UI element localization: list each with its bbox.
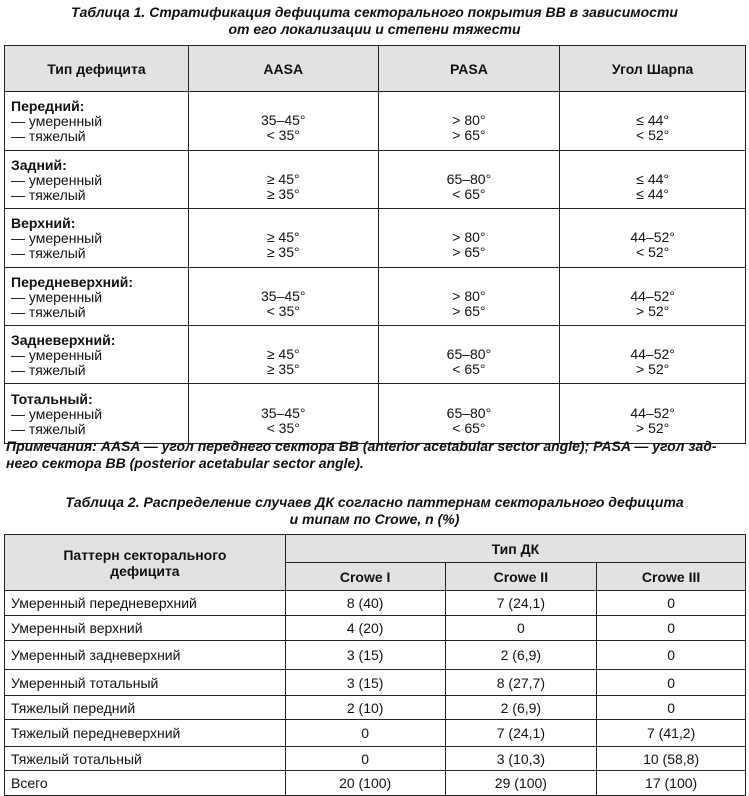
crowe-2-cell: 2 (6,9): [445, 696, 597, 720]
header-deficit-type: Тип дефицита: [5, 46, 189, 92]
crowe-1-cell: 2 (10): [285, 696, 445, 720]
aasa-severe: < 35°: [266, 302, 300, 319]
table2-row: [5, 616, 746, 641]
severity-moderate: — умеренный: [11, 230, 103, 246]
deficit-type-name: Передневерхний:: [11, 273, 134, 290]
pattern-label-cell: Тяжелый передний: [5, 696, 286, 720]
severity-moderate: — умеренный: [11, 405, 103, 422]
crowe-2-cell: 0: [445, 616, 597, 641]
table2-header-row-1: [5, 535, 746, 563]
crowe-3-cell: 0: [597, 670, 746, 696]
table1-header-row: [5, 46, 746, 92]
severity-severe: — тяжелый: [11, 128, 86, 144]
sharp-severe: < 52°: [636, 244, 670, 260]
aasa-value-cell: [188, 151, 378, 209]
table2-caption: [0, 494, 749, 528]
severity-severe: — тяжелый: [11, 420, 86, 437]
pasa-value-cell: [378, 326, 560, 384]
sharp-moderate: 44–52°: [630, 229, 675, 245]
deficit-type-name: Передний:: [11, 98, 85, 114]
table1-row: [5, 151, 746, 209]
sharp-value-cell: [560, 151, 746, 209]
crowe-distribution-table: [4, 534, 746, 796]
table2-row: [5, 670, 746, 696]
table2-row: [5, 771, 746, 796]
pasa-moderate: 65–80°: [446, 170, 492, 187]
table2-row: [5, 720, 746, 747]
crowe-2-cell: 7 (24,1): [445, 591, 597, 616]
pasa-value-cell: [378, 268, 560, 326]
sharp-value-cell: [560, 92, 746, 151]
sharp-severe: ≤ 44°: [636, 185, 669, 202]
aasa-value-cell: [188, 92, 378, 151]
table1-notes: [6, 438, 744, 472]
deficit-type-cell: [5, 268, 189, 326]
sharp-severe: < 52°: [636, 127, 670, 143]
severity-severe: — тяжелый: [11, 303, 86, 320]
deficit-type-cell: [5, 326, 189, 384]
table1-row: [5, 268, 746, 326]
table1-row: [5, 384, 746, 444]
pasa-value-cell: [378, 384, 560, 444]
sharp-moderate: 44–52°: [630, 345, 675, 362]
aasa-severe: < 35°: [266, 127, 300, 143]
crowe-1-cell: 20 (100): [285, 771, 445, 796]
deficit-type-name: Задний:: [11, 156, 67, 173]
aasa-value-cell: [188, 384, 378, 444]
pattern-label-cell: Умеренный верхний: [5, 616, 286, 641]
sharp-value-cell: [560, 384, 746, 444]
aasa-moderate: ≥ 45°: [266, 229, 300, 245]
pasa-severe: < 65°: [452, 419, 486, 436]
severity-moderate: — умеренный: [11, 171, 103, 188]
pattern-label-cell: Всего: [5, 771, 286, 796]
sharp-severe: > 52°: [636, 360, 670, 377]
header-crowe-2: Crowe II: [445, 563, 597, 591]
sharp-moderate: ≤ 44°: [636, 112, 669, 128]
header-dk-type: Тип ДК: [285, 535, 745, 563]
table1-caption-line1: Таблица 1. Стратификация дефицита секторального покрытия ВВ в зависимости: [71, 4, 678, 20]
severity-severe: — тяжелый: [11, 361, 86, 378]
aasa-severe: ≥ 35°: [266, 360, 300, 377]
pasa-moderate: > 80°: [452, 112, 486, 128]
pasa-severe: < 65°: [452, 185, 486, 202]
table2-row: [5, 591, 746, 616]
deficit-stratification-table: [4, 45, 746, 444]
aasa-moderate: ≥ 45°: [266, 345, 300, 362]
crowe-3-cell: 0: [597, 696, 746, 720]
pasa-severe: > 65°: [452, 244, 486, 260]
severity-moderate: — умеренный: [11, 113, 103, 129]
pattern-label-cell: Тяжелый тотальный: [5, 747, 286, 771]
pasa-severe: < 65°: [452, 360, 486, 377]
header-pasa: PASA: [378, 46, 560, 92]
header-aasa: AASA: [188, 46, 378, 92]
table1-row: [5, 209, 746, 268]
header-crowe-1: Crowe I: [285, 563, 445, 591]
aasa-moderate: 35–45°: [260, 287, 306, 304]
header-pattern: Паттерн секторального дефицита: [5, 535, 286, 591]
pasa-value-cell: [378, 92, 560, 151]
aasa-severe: < 35°: [266, 419, 300, 436]
crowe-2-cell: 8 (27,7): [445, 670, 597, 696]
crowe-2-cell: 29 (100): [445, 771, 597, 796]
aasa-value-cell: [188, 209, 378, 268]
crowe-2-cell: 7 (24,1): [445, 720, 597, 747]
deficit-type-cell: [5, 92, 189, 151]
pasa-severe: > 65°: [452, 302, 486, 319]
pasa-moderate: 65–80°: [446, 345, 492, 362]
crowe-1-cell: 3 (15): [285, 641, 445, 670]
crowe-1-cell: 0: [285, 747, 445, 771]
header-sharp-angle: Угол Шарпа: [560, 46, 746, 92]
table1-caption: [0, 4, 749, 38]
pasa-moderate: > 80°: [452, 287, 486, 304]
sharp-moderate: 44–52°: [630, 287, 675, 304]
severity-moderate: — умеренный: [11, 288, 103, 305]
table2-row: [5, 641, 746, 670]
pattern-label-cell: Умеренный тотальный: [5, 670, 286, 696]
pasa-moderate: 65–80°: [446, 404, 492, 421]
severity-severe: — тяжелый: [11, 186, 86, 203]
crowe-3-cell: 17 (100): [597, 771, 746, 796]
sharp-severe: > 52°: [636, 302, 670, 319]
deficit-type-name: Тотальный:: [11, 390, 93, 407]
crowe-2-cell: 3 (10,3): [445, 747, 597, 771]
sharp-moderate: 44–52°: [630, 404, 675, 421]
sharp-value-cell: [560, 209, 746, 268]
crowe-1-cell: 4 (20): [285, 616, 445, 641]
header-crowe-3: Crowe III: [597, 563, 746, 591]
aasa-value-cell: [188, 326, 378, 384]
sharp-value-cell: [560, 326, 746, 384]
pasa-value-cell: [378, 151, 560, 209]
deficit-type-cell: [5, 151, 189, 209]
pattern-label-cell: Умеренный передневерхний: [5, 591, 286, 616]
notes-line2: него сектора ВВ (posterior acetabular sector angle).: [6, 455, 364, 471]
aasa-moderate: 35–45°: [260, 112, 306, 128]
crowe-1-cell: 0: [285, 720, 445, 747]
pattern-label-cell: Тяжелый передневерхний: [5, 720, 286, 747]
table2-caption-line1: Таблица 2. Распределение случаев ДК согласно паттернам секторального дефицита: [65, 494, 684, 510]
crowe-1-cell: 3 (15): [285, 670, 445, 696]
crowe-3-cell: 0: [597, 616, 746, 641]
table2-row: [5, 747, 746, 771]
pasa-moderate: > 80°: [452, 229, 486, 245]
severity-severe: — тяжелый: [11, 245, 86, 261]
sharp-moderate: ≤ 44°: [636, 170, 669, 187]
crowe-3-cell: 10 (58,8): [597, 747, 746, 771]
table1-row: [5, 92, 746, 151]
crowe-3-cell: 7 (41,2): [597, 720, 746, 747]
deficit-type-name: Задневерхний:: [11, 331, 116, 348]
deficit-type-cell: [5, 384, 189, 444]
pasa-severe: > 65°: [452, 127, 486, 143]
table1-caption-line2: от его локализации и степени тяжести: [228, 21, 521, 37]
sharp-value-cell: [560, 268, 746, 326]
table1-row: [5, 326, 746, 384]
pattern-label-cell: Умеренный задневерхний: [5, 641, 286, 670]
aasa-moderate: ≥ 45°: [266, 170, 300, 187]
crowe-3-cell: 0: [597, 641, 746, 670]
sharp-severe: > 52°: [636, 419, 670, 436]
table2-caption-line2: и типам по Crowe, n (%): [289, 511, 460, 527]
aasa-severe: ≥ 35°: [266, 185, 300, 202]
pasa-value-cell: [378, 209, 560, 268]
crowe-2-cell: 2 (6,9): [445, 641, 597, 670]
notes-line1: Примечания: AASA — угол переднего сектора ВВ (anterior acetabular sector angle); PASA — угол зад-: [6, 438, 717, 454]
deficit-type-name: Верхний:: [11, 215, 76, 231]
aasa-severe: ≥ 35°: [266, 244, 300, 260]
deficit-type-cell: [5, 209, 189, 268]
crowe-1-cell: 8 (40): [285, 591, 445, 616]
crowe-3-cell: 0: [597, 591, 746, 616]
severity-moderate: — умеренный: [11, 346, 103, 363]
aasa-value-cell: [188, 268, 378, 326]
table2-row: [5, 696, 746, 720]
aasa-moderate: 35–45°: [260, 404, 306, 421]
